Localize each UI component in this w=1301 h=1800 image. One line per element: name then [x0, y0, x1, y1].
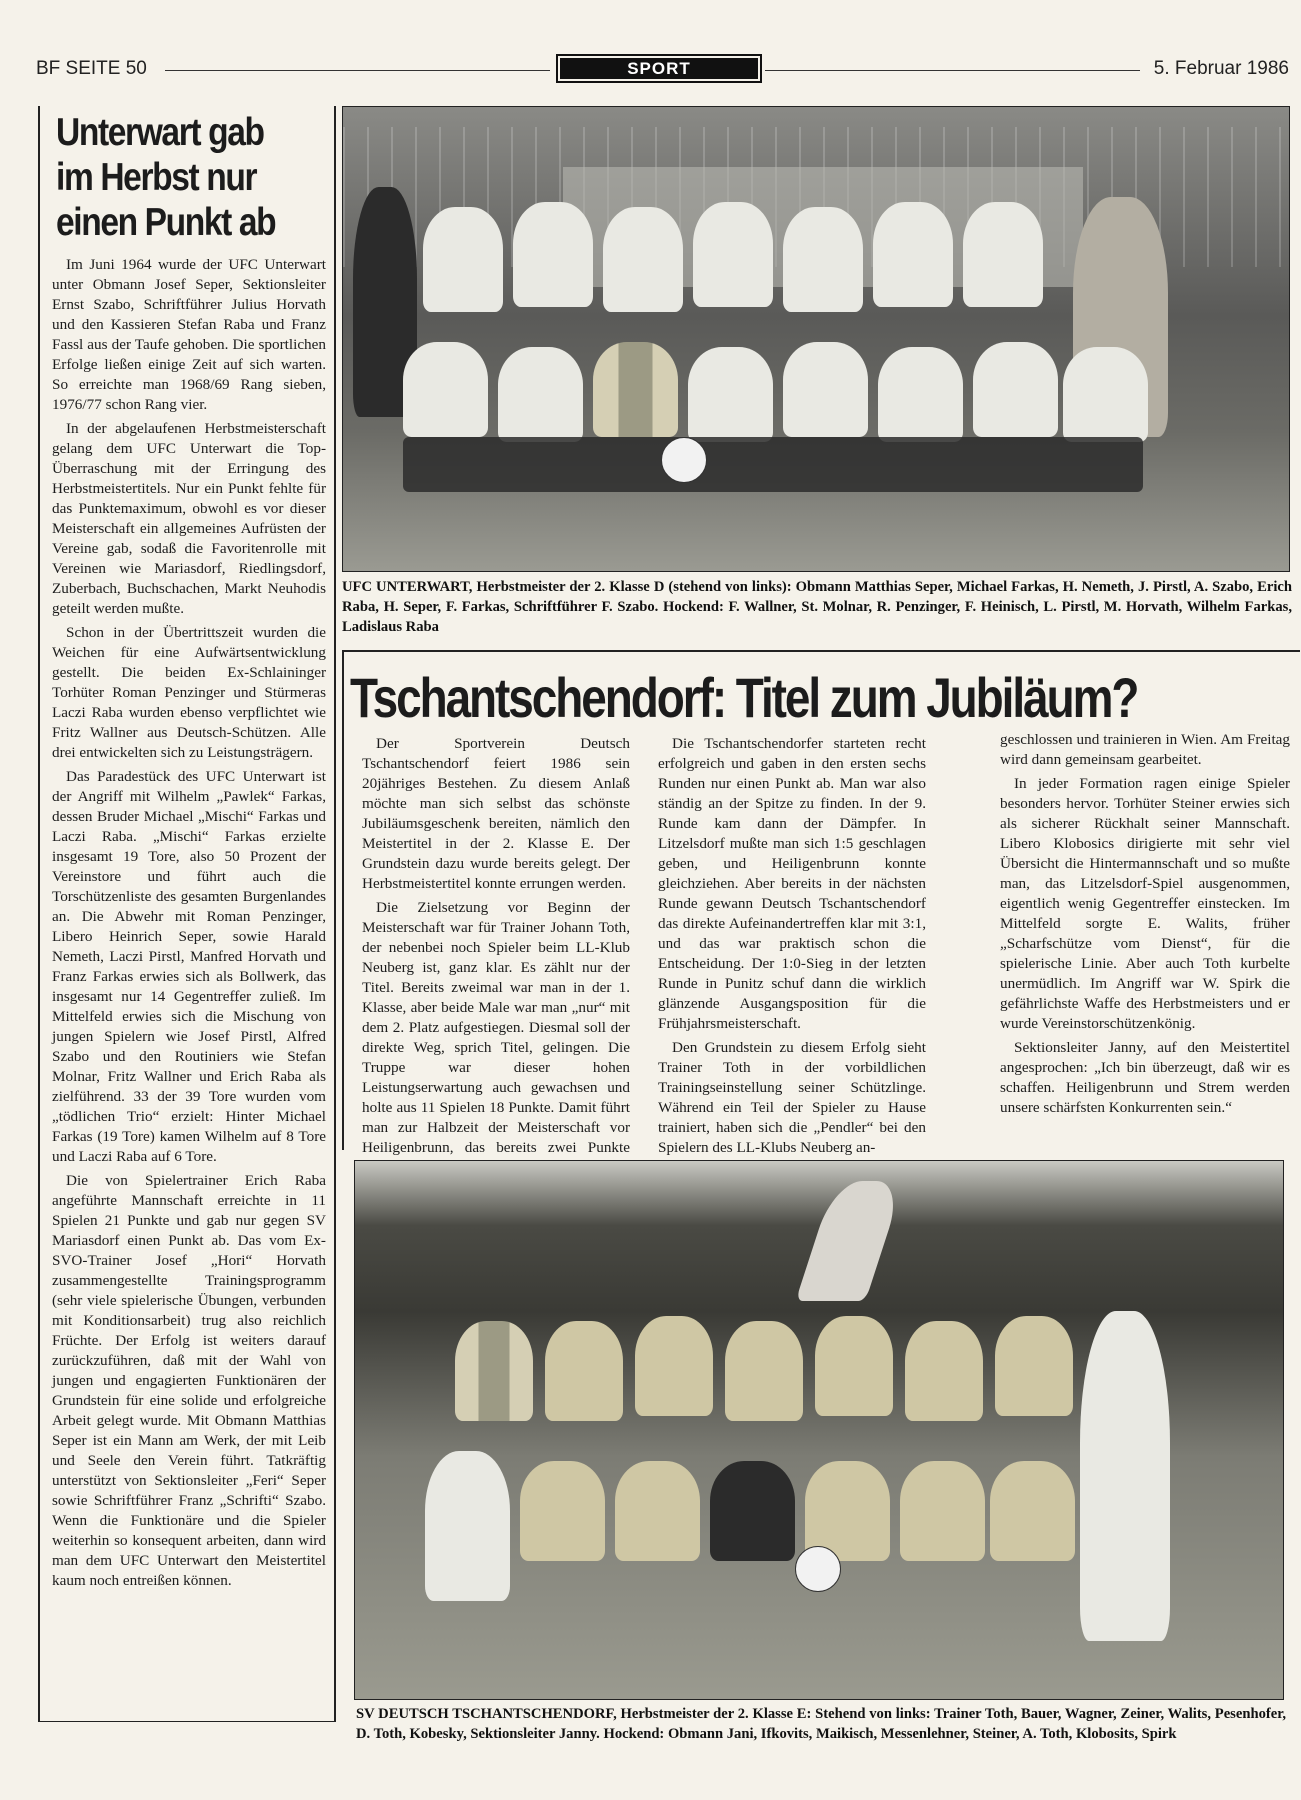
photo-figure — [783, 342, 868, 437]
page-number: BF SEITE 50 — [36, 58, 147, 79]
article-column — [1000, 730, 1290, 1118]
left-article-title — [56, 110, 336, 245]
photo-figure — [900, 1461, 985, 1561]
photo-figure — [873, 202, 953, 307]
paragraph: Der Sportverein Deutsch Tschantschendorf feiert 1986 sein 20jähriges Bestehen. Zu diesem Anlaß möchte man sich selbst das schönste Jubiläumsgeschenk bereiten, nämlich den Meistertitel in der 2. Klasse E. Der Grundstein dazu wurde bereits gelegt. Der Herbstmeistertitel konnte errungen werden. — [362, 735, 630, 892]
section-label — [556, 54, 762, 83]
photo-figure — [693, 202, 773, 307]
photo-figure — [425, 1451, 510, 1601]
paragraph: In jeder Formation ragen einige Spieler besonders hervor. Torhüter Steiner erwies sich als sicherer Rückhalt seiner Mannschaft. Libero Klobosics dirigierte mit sehr viel Übersicht die Hintermannschaft und so mußte man, das Litzelsdorf-Spiel ausgenommen, eigentlich wenig Gegentreffer einstecken. Im Mittelfeld sorgte E. Walits, früher „Scharfschütze vom Dienst“, für die spielerische Linie. Aber auch Toth kurbelte unermüdlich. Im Angriff war W. Spirk die gefährlichste Waffe des Herbstmeisters und er wurde Vereinstorschützenkönig. — [1000, 775, 1290, 1032]
photo-figure — [995, 1316, 1073, 1416]
photo-figure — [963, 202, 1043, 307]
photo-figure — [403, 342, 488, 437]
photo-figure — [688, 347, 773, 442]
paragraph: Die Tschantschendorfer starteten recht erfolgreich und gaben in den ersten sechs Runden nur einen Punkt ab. Man war also ständig an der Spitze zu finden. In der 9. Runde kam dann der Dämpfer. In Litzelsdorf mußte man sich 1:5 geschlagen geben, und Heiligenbrunn konnte gleichziehen. Aber bereits in der nächsten Runde gewann Deutsch Tschantschendorf das direkte Aufeinandertreffen klar mit 3:1, und das war praktisch schon die Entscheidung. Der 1:0-Sieg in der letzten Runde in Punitz schuf dann die wirklich glänzende Ausgangsposition für die Frühjahrsmeisterschaft. — [658, 735, 926, 1032]
article-column — [658, 734, 926, 1158]
team-photo-unterwart — [342, 106, 1290, 572]
team-photo-tschantschendorf — [354, 1160, 1284, 1700]
paragraph: Das Paradestück des UFC Unterwart ist der Angriff mit Wilhelm „Pawlek“ Farkas, dessen Bruder Michael „Mischi“ Farkas und Laczi Raba. „Mischi“ Farkas erzielte insgesamt 19 Tore, also 50 Prozent der Vereinstore und führt auch die Torschützenliste des gesamten Burgenlandes an. Die Abwehr mit Roman Penzinger, Libero Heinrich Seper, sowie Harald Nemeth, Laczi Pirstl, Manfred Horvath und Franz Farkas erwies sich als Bollwerk, das insgesamt nur 14 Gegentreffer zuließ. Im Mittelfeld erwies sich die Mischung von jungen Spielern wie Josef Pirstl, Alfred Szabo und den Routiniers wie Stefan Molnar, Fritz Wallner und Erich Raba als zielführend. 33 der 39 Tore wurden vom „tödlichen Trio“ erzielt: Hinter Michael Farkas (19 Tore) kamen Wilhelm auf 8 Tore und Laczi Raba auf 6 Tore. — [52, 768, 326, 1165]
photo-figure — [545, 1321, 623, 1421]
paragraph: Im Juni 1964 wurde der UFC Unterwart unter Obmann Josef Seper, Sektionsleiter Ernst Szabo, Schriftführer Julius Horvath und den Kassieren Stefan Raba und Franz Fassl aus der Taufe gehoben. Die sportlichen Erfolge ließen einige Zeit auf sich warten. So erreichte man 1968/69 Rang sieben, 1976/77 schon Rang vier. — [52, 256, 326, 413]
paragraph: Die Zielsetzung vor Beginn der Meisterschaft war für Trainer Johann Toth, der nebenbei noch Spieler beim LL-Klub Neuberg ist, ganz klar. Es zählt nur der Titel. Bereits zweimal war man in der 1. Klasse, aber beide Male war man „nur“ mit dem 2. Platz aufgestiegen. Diesmal soll der direkte Weg, sprich Titel, gelingen. Die Truppe war dieser hohen Leistungserwartung auch gewachsen und holte aus 11 Spielen 18 Punkte. Damit führt man zur Halbzeit der Meisterschaft vor Heiligenbrunn, das bereits zwei Punkte — [362, 899, 630, 1156]
paragraph: Schon in der Übertrittszeit wurden die Weichen für eine Aufwärtsentwicklung gestellt. Die beiden Ex-Schlaininger Torhüter Roman Penzinger und Stürmeras Laczi Raba wurden ebenso verpflichtet wie Fritz Wallner aus Deutsch-Schützen. Alle drei entwickelten sich zu Leistungsträgern. — [52, 624, 326, 761]
photo-figure — [520, 1461, 605, 1561]
photo-figure — [498, 347, 583, 442]
title-line: im Herbst nur — [56, 156, 257, 199]
photo-figure — [635, 1316, 713, 1416]
paragraph: Die von Spielertrainer Erich Raba angeführte Mannschaft erreichte in 11 Spielen 21 Punkte und gab nur gegen SV Mariasdorf einen Punkt ab. Das vom Ex-SVO-Trainer Josef „Hori“ Horvath zusammengestellte Trainingsprogramm (sehr viele spielerische Übungen, verbunden mit Konditionsarbeit) trug also reichlich Früchte. Der Erfolg ist weiters darauf zurückzuführen, daß mit der Wahl von jungen und engagierten Funktionären der Grundstein für eine solide und erfolgreiche Arbeit gelegt wurde. Mit Obmann Matthias Seper ist ein Mann am Werk, der mit Leib und Seele den Verein führt. Tatkräftig unterstützt von Sektionsleiter „Feri“ Seper sowie Schriftführer Franz „Schrifti“ Szabo. Wenn die Funktionäre und die Spieler weiterhin so konsequent arbeiten, dann wird man dem UFC Unterwart den Meistertitel kaum noch entreißen können. — [52, 1172, 326, 1589]
header-rule-left — [165, 70, 550, 71]
photo-figure — [905, 1321, 983, 1421]
football — [795, 1546, 841, 1592]
right-article-title: Tschantschendorf: Titel zum Jubiläum? — [350, 666, 1138, 729]
photo-figure — [990, 1461, 1075, 1561]
title-line: Unterwart gab — [56, 111, 264, 154]
photo-figure — [783, 207, 863, 312]
photo-figure — [455, 1321, 533, 1421]
photo-caption-tschantschendorf: SV DEUTSCH TSCHANTSCHENDORF, Herbstmeister der 2. Klasse E: Stehend von links: Trainer Toth, Bauer, Wagner, Zeiner, Walits, Pesenhofer, D. Toth, Kobesky, Sektionsleiter Janny. Hockend: Obmann Jani, Ifkovits, Maikisch, Messenlehner, Steiner, A. Toth, Klobosits, Spirk — [356, 1706, 1286, 1742]
header-rule-right — [765, 70, 1140, 71]
photo-figure — [815, 1316, 893, 1416]
photo-figure — [878, 347, 963, 442]
photo-figure — [973, 342, 1058, 437]
football — [661, 437, 707, 483]
photo-figure — [513, 202, 593, 307]
issue-date: 5. Februar 1986 — [1153, 58, 1289, 79]
paragraph: geschlossen und trainieren in Wien. Am Freitag wird dann gemeinsam gearbeitet. — [1000, 731, 1290, 768]
photo-figure — [403, 437, 1143, 492]
paragraph: Den Grundstein zu diesem Erfolg sieht Trainer Toth in der vorbildlichen Trainingseinstellung seiner Schützlinge. Während ein Teil der Spieler zu Hause trainiert, haben sich die „Pendler“ bei den Spielern des LL-Klubs Neuberg an- — [658, 1039, 926, 1156]
photo-figure — [1080, 1311, 1170, 1641]
photo-figure — [603, 207, 683, 312]
section-label-text: SPORT — [560, 58, 758, 79]
photo-figure — [615, 1461, 700, 1561]
title-line: einen Punkt ab — [56, 201, 276, 244]
photo-figure — [1063, 347, 1148, 442]
paragraph: In der abgelaufenen Herbstmeisterschaft gelang dem UFC Unterwart die Top-Überraschung mit der Erringung des Herbstmeistertitels. Nur ein Punkt fehlte für das Punktemaximum, obwohl es vor dieser Meisterschaft ein allgemeines Aufrüsten der Vereine gab, sodaß die Favoritenrolle mit Vereinen wie Mariasdorf, Riedlingsdorf, Zuberbach, Buchschachen, Markt Neuhodis geteilt werden mußte. — [52, 420, 326, 617]
photo-figure — [725, 1321, 803, 1421]
photo-caption-unterwart: UFC UNTERWART, Herbstmeister der 2. Klasse D (stehend von links): Obmann Matthias Seper, Michael Farkas, H. Nemeth, J. Pirstl, A. Szabo, Erich Raba, H. Seper, F. Farkas, Schriftführer F. Szabo. Hockend: F. Wallner, St. Molnar, R. Penzinger, F. Heinisch, L. Pirstl, M. Horvath, Wilhelm Farkas, Ladislaus Raba — [342, 579, 1292, 635]
photo-flag — [796, 1181, 905, 1301]
photo-figure — [423, 207, 503, 312]
photo-figure — [593, 342, 678, 437]
article-column — [362, 734, 630, 1178]
paragraph: Sektionsleiter Janny, auf den Meistertitel angesprochen: „Ich bin überzeugt, daß wir es schaffen. Heiligenbrunn und Strem werden unsere schärfsten Konkurrenten sein.“ — [1000, 1039, 1290, 1116]
left-article — [38, 106, 336, 1722]
photo-figure — [710, 1461, 795, 1561]
